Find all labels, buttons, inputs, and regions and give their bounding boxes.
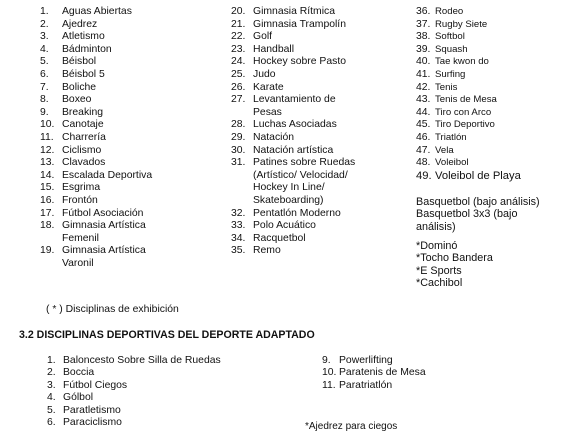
list-item (40, 132, 220, 145)
item-label: Polo Acuático (253, 220, 316, 232)
list-item (416, 31, 566, 44)
list-item (40, 145, 220, 158)
list-item (47, 380, 307, 392)
item-label: Canotaje (62, 119, 104, 131)
item-label: Paratenis de Mesa (339, 367, 426, 379)
item-label: Gimnasia Artística Varonil (62, 245, 146, 269)
item-label: Tae kwon do (435, 56, 489, 68)
item-number: 38. (416, 31, 431, 43)
list-item (231, 6, 411, 19)
exhibition-item: *Tocho Bandera (416, 252, 493, 265)
list-item (40, 82, 220, 95)
item-label: Bádminton (62, 43, 112, 55)
item-number: 43. (416, 94, 431, 106)
item-number: 42. (416, 81, 431, 93)
item-number: 22. (231, 31, 246, 43)
item-number: 10. (40, 119, 55, 131)
section-heading: 3.2 DISCIPLINAS DEPORTIVAS DEL DEPORTE ADAPTADO (19, 329, 315, 341)
item-number: 3. (47, 379, 56, 391)
item-label: Béisbol 5 (62, 68, 105, 80)
item-number: 26. (231, 81, 246, 93)
list-item (416, 119, 566, 132)
item-label: Fútbol Ciegos (63, 379, 128, 391)
item-number: 41. (416, 68, 431, 80)
list-item (40, 31, 220, 44)
item-label: Baloncesto Sobre Silla de Ruedas (63, 355, 221, 366)
item-number: 10. (322, 367, 337, 379)
item-number: 33. (231, 220, 246, 232)
item-label: Surfing (435, 68, 466, 80)
adapted-column-1 (47, 355, 307, 429)
item-number: 3. (40, 31, 49, 43)
list-item (40, 119, 220, 132)
item-number: 11. (322, 379, 336, 391)
item-label: Paratletismo (63, 404, 121, 416)
item-number: 7. (40, 81, 49, 93)
list-item (40, 157, 220, 170)
item-label: Gimnasia Artística Femenil (62, 220, 146, 244)
list-item (47, 367, 307, 379)
item-label: Paraciclismo (63, 417, 122, 429)
list-item (231, 245, 411, 258)
list-item (231, 94, 411, 119)
item-label: Gimnasia Trampolín (253, 18, 346, 30)
item-number: 36. (416, 6, 431, 17)
item-number: 4. (40, 43, 49, 55)
item-label: Breaking (62, 106, 104, 118)
item-label: Rugby Siete (435, 18, 488, 30)
item-number: 1. (47, 355, 56, 366)
list-item (416, 69, 566, 82)
item-label: Tenis (435, 81, 458, 93)
list-item (231, 132, 411, 145)
disciplines-list-1 (40, 6, 220, 270)
list-item (416, 82, 566, 95)
item-number: 34. (231, 232, 246, 244)
list-item (322, 380, 522, 392)
item-number: 40. (416, 56, 431, 68)
item-number: 37. (416, 18, 431, 30)
item-label: Frontón (62, 194, 98, 206)
item-label: Handball (253, 43, 295, 55)
item-number: 32. (231, 207, 246, 219)
item-number: 1. (40, 6, 49, 17)
list-item (416, 44, 566, 57)
item-label: Squash (435, 43, 468, 55)
list-item (231, 82, 411, 95)
list-item (40, 94, 220, 107)
list-item (40, 107, 220, 120)
list-item (416, 56, 566, 69)
list-item (231, 31, 411, 44)
list-item (416, 170, 566, 183)
item-number: 2. (47, 367, 56, 379)
item-label: Judo (253, 68, 276, 80)
item-number: 21. (231, 18, 246, 30)
item-label: Karate (253, 81, 284, 93)
item-number: 30. (231, 144, 246, 156)
item-label: Ajedrez (62, 18, 98, 30)
item-label: Golf (253, 31, 273, 43)
item-label: Tiro Deportivo (435, 119, 495, 131)
item-number: 20. (231, 6, 246, 17)
list-item (40, 245, 220, 270)
list-item (40, 195, 220, 208)
list-item (322, 367, 522, 379)
exhibition-item: *Cachibol (416, 277, 463, 290)
item-number: 44. (416, 106, 431, 118)
item-label: Tenis de Mesa (435, 94, 497, 106)
list-item (231, 44, 411, 57)
list-item (40, 6, 220, 19)
item-label: Voleibol (435, 157, 469, 169)
item-number: 6. (40, 68, 49, 80)
list-item (40, 19, 220, 32)
list-item (322, 355, 522, 367)
item-number: 23. (231, 43, 246, 55)
item-label: Natación (253, 131, 295, 143)
list-item (231, 145, 411, 158)
item-label: Triatlón (435, 131, 467, 143)
list-item (416, 107, 566, 120)
item-label: Fútbol Asociación (62, 207, 144, 219)
item-number: 17. (40, 207, 55, 219)
item-number: 13. (40, 157, 55, 169)
item-number: 9. (322, 355, 331, 366)
list-item (416, 145, 566, 158)
adapted-column-2 (322, 355, 522, 392)
item-number: 12. (40, 144, 55, 156)
list-item (416, 19, 566, 32)
item-number: 31. (231, 157, 246, 169)
item-label: Vela (435, 144, 454, 156)
item-number: 16. (40, 194, 55, 206)
item-number: 2. (40, 18, 49, 30)
item-label: Hockey sobre Pasto (253, 56, 346, 68)
item-number: 27. (231, 94, 246, 106)
cut-off-text: *Ajedrez para ciegos (305, 421, 398, 432)
exhibition-footnote: ( * ) Disciplinas de exhibición (46, 304, 179, 315)
list-item (47, 392, 307, 404)
item-number: 39. (416, 43, 431, 55)
disciplines-list-3 (416, 6, 566, 182)
basquetbol-note: Basquetbol (bajo análisis) Basquetbol 3x3 (bajo análisis) (416, 196, 540, 233)
list-item (416, 94, 566, 107)
item-label: Paratriatlón (339, 379, 393, 391)
disciplines-column-2 (231, 6, 411, 258)
item-number: 4. (47, 392, 56, 404)
item-number: 35. (231, 245, 246, 257)
item-number: 18. (40, 220, 55, 232)
list-item (231, 208, 411, 221)
exhibition-item: *Dominó (416, 240, 458, 252)
item-number: 9. (40, 106, 49, 118)
item-label: Atletismo (62, 31, 105, 43)
item-label: Levantamiento de Pesas (253, 94, 336, 118)
list-item (231, 19, 411, 32)
disciplines-column-1 (40, 6, 220, 270)
item-label: Softbol (435, 31, 465, 43)
item-label: Boliche (62, 81, 97, 93)
item-label: Gólbol (63, 392, 94, 404)
list-item (231, 157, 411, 207)
list-item (231, 233, 411, 246)
list-item (47, 417, 307, 429)
item-number: 14. (40, 169, 55, 181)
item-number: 19. (40, 245, 55, 257)
item-number: 5. (40, 56, 49, 68)
item-number: 28. (231, 119, 246, 131)
item-label: Rodeo (435, 6, 464, 17)
item-label: Remo (253, 245, 281, 257)
exhibition-item: *E Sports (416, 264, 462, 277)
item-label: Luchas Asociadas (253, 119, 337, 131)
item-label: Aguas Abiertas (62, 6, 132, 17)
item-number: 47. (416, 144, 431, 156)
item-number: 29. (231, 131, 246, 143)
item-label: Racquetbol (253, 232, 306, 244)
item-number: 5. (47, 404, 56, 416)
list-item (40, 208, 220, 221)
item-number: 11. (40, 131, 54, 143)
adapted-list-1 (47, 355, 307, 429)
item-label: Tiro con Arco (435, 106, 492, 118)
item-label: Clavados (62, 157, 106, 169)
item-number: 15. (40, 182, 55, 194)
list-item (40, 182, 220, 195)
disciplines-column-3 (416, 6, 566, 182)
list-item (231, 69, 411, 82)
item-number: 8. (40, 94, 49, 106)
item-label: Béisbol (62, 56, 97, 68)
item-label: Voleibol de Playa (435, 169, 521, 182)
item-label: Boxeo (62, 94, 92, 106)
list-item (40, 170, 220, 183)
item-label: Boccia (63, 367, 95, 379)
list-item (416, 157, 566, 170)
adapted-list-2 (322, 355, 522, 392)
item-number: 46. (416, 131, 431, 143)
list-item (231, 56, 411, 69)
list-item (40, 220, 220, 245)
item-number: 45. (416, 119, 431, 131)
item-number: 6. (47, 417, 56, 429)
item-label: Ciclismo (62, 144, 102, 156)
item-label: Gimnasia Rítmica (253, 6, 335, 17)
item-label: Pentatlón Moderno (253, 207, 341, 219)
item-number: 25. (231, 68, 246, 80)
list-item (416, 132, 566, 145)
disciplines-list-2 (231, 6, 411, 258)
list-item (40, 44, 220, 57)
item-label: Powerlifting (339, 355, 393, 366)
item-label: Natación artística (253, 144, 334, 156)
item-label: Esgrima (62, 182, 101, 194)
list-item (47, 355, 307, 367)
item-number: 49. (416, 169, 432, 182)
item-number: 48. (416, 157, 431, 169)
list-item (416, 6, 566, 19)
item-label: Charrería (62, 131, 106, 143)
item-label: Patines sobre Ruedas (Artístico/ Velocidad/ Hockey In Line/ Skateboarding) (253, 157, 356, 206)
list-item (231, 220, 411, 233)
list-item (40, 69, 220, 82)
list-item (231, 119, 411, 132)
list-item (40, 56, 220, 69)
item-number: 24. (231, 56, 246, 68)
list-item (47, 405, 307, 417)
item-label: Escalada Deportiva (62, 169, 153, 181)
exhibition-list (416, 240, 566, 290)
